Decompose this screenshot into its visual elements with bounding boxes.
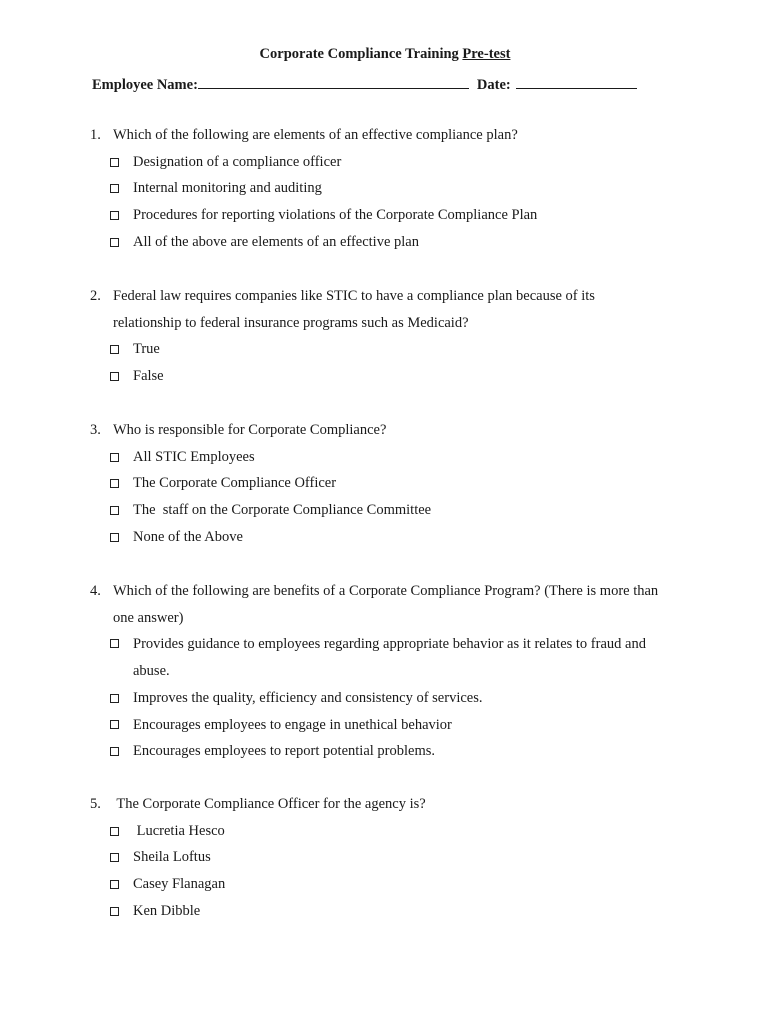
question-text: Which of the following are benefits of a Corporate Compliance Program? (There is more than one answer) xyxy=(113,583,659,626)
checkbox-icon[interactable] xyxy=(110,506,119,515)
checkbox-icon[interactable] xyxy=(110,453,119,462)
answer-option[interactable] xyxy=(90,202,710,229)
option-label: Casey Flanagan xyxy=(133,876,226,893)
date-field[interactable] xyxy=(516,74,637,89)
option-label: All STIC Employees xyxy=(133,448,255,465)
answer-option[interactable] xyxy=(90,470,710,497)
option-label: Provides guidance to employees regarding appropriate behavior as it relates to fraud and abuse. xyxy=(133,636,646,680)
option-label: Improves the quality, efficiency and consistency of services. xyxy=(133,689,483,706)
answer-option[interactable] xyxy=(90,631,710,684)
employee-info-row xyxy=(92,74,637,94)
option-label: Procedures for reporting violations of the Corporate Compliance Plan xyxy=(133,207,538,224)
option-label: Lucretia Hesco xyxy=(133,822,225,839)
question-number: 5. xyxy=(90,796,101,812)
checkbox-icon[interactable] xyxy=(110,907,119,916)
checkbox-icon[interactable] xyxy=(110,747,119,756)
date-label: Date: xyxy=(476,77,511,93)
answer-option[interactable] xyxy=(90,738,710,765)
option-label: Internal monitoring and auditing xyxy=(133,180,322,197)
answer-option[interactable] xyxy=(90,524,710,551)
answer-option[interactable] xyxy=(90,336,710,363)
employee-name-field[interactable] xyxy=(198,74,469,89)
option-label: The Corporate Compliance Officer xyxy=(133,475,337,492)
page-title xyxy=(0,46,770,63)
question-4 xyxy=(90,578,710,765)
answer-option[interactable] xyxy=(90,712,710,739)
answer-option[interactable] xyxy=(90,497,710,524)
checkbox-icon[interactable] xyxy=(110,639,119,648)
checkbox-icon[interactable] xyxy=(110,158,119,167)
question-5 xyxy=(90,791,710,924)
question-text: Federal law requires companies like STIC to have a compliance plan because of its relationship to federal insurance programs such as Medicaid? xyxy=(113,288,595,331)
question-number: 3. xyxy=(90,422,101,438)
answer-option[interactable] xyxy=(90,844,710,871)
checkbox-icon[interactable] xyxy=(110,880,119,889)
answer-option[interactable] xyxy=(90,898,710,925)
option-label: Encourages employees to report potential problems. xyxy=(133,743,435,760)
option-label: None of the Above xyxy=(133,528,243,545)
option-label: All of the above are elements of an effective plan xyxy=(133,233,419,250)
title-main: Corporate Compliance Training xyxy=(259,46,463,62)
question-text: The Corporate Compliance Officer for the agency is? xyxy=(113,796,426,812)
employee-name-label: Employee Name: xyxy=(92,77,198,93)
answer-option[interactable] xyxy=(90,871,710,898)
question-number: 4. xyxy=(90,583,101,599)
checkbox-icon[interactable] xyxy=(110,853,119,862)
answer-option[interactable] xyxy=(90,818,710,845)
question-number: 2. xyxy=(90,288,101,304)
question-text: Which of the following are elements of an effective compliance plan? xyxy=(113,127,518,143)
option-label: The staff on the Corporate Compliance Committee xyxy=(133,502,432,519)
question-3 xyxy=(90,417,710,550)
answer-option[interactable] xyxy=(90,685,710,712)
checkbox-icon[interactable] xyxy=(110,694,119,703)
answer-option[interactable] xyxy=(90,229,710,256)
checkbox-icon[interactable] xyxy=(110,720,119,729)
option-label: True xyxy=(133,341,160,358)
checkbox-icon[interactable] xyxy=(110,184,119,193)
title-pretest: Pre-test xyxy=(462,46,511,62)
checkbox-icon[interactable] xyxy=(110,345,119,354)
checkbox-icon[interactable] xyxy=(110,533,119,542)
option-label: Ken Dibble xyxy=(133,902,201,919)
checkbox-icon[interactable] xyxy=(110,211,119,220)
question-text: Who is responsible for Corporate Compliance? xyxy=(113,422,387,438)
checkbox-icon[interactable] xyxy=(110,479,119,488)
answer-option[interactable] xyxy=(90,175,710,202)
answer-option[interactable] xyxy=(90,444,710,471)
answer-option[interactable] xyxy=(90,149,710,176)
answer-option[interactable] xyxy=(90,363,710,390)
checkbox-icon[interactable] xyxy=(110,238,119,247)
option-label: Encourages employees to engage in unethical behavior xyxy=(133,716,452,733)
checkbox-icon[interactable] xyxy=(110,827,119,836)
question-2 xyxy=(90,283,710,390)
option-label: Sheila Loftus xyxy=(133,849,211,866)
option-label: False xyxy=(133,368,164,385)
question-1 xyxy=(90,122,710,255)
option-label: Designation of a compliance officer xyxy=(133,153,342,170)
question-number: 1. xyxy=(90,127,101,143)
checkbox-icon[interactable] xyxy=(110,372,119,381)
